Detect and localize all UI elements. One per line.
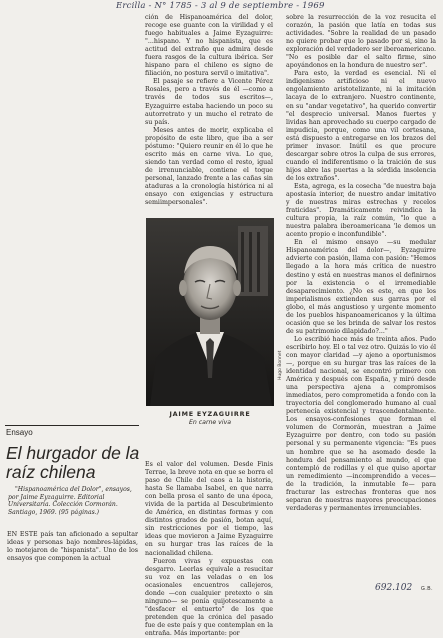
caption-subtitle: En carne viva	[188, 419, 232, 426]
paragraph: Fueron vivas y expuestas con desgarro. Leerlas equivale a resucitar su voz en las veladas o en los ocasionales encuentros callejeros, donde —con cualquier pretexto o sin ninguno— se ponía quijotescamente a "desfacer el entuerto" de los que pretenden que la crónica del pasado fue de este país y que contemplan en la entraña. Más importante: por	[145, 557, 273, 637]
paragraph: Para esto, la verdad es esencial. Ni el indigenismo artificioso ni el nuevo engolamiento aristotelizante, ni la imitación lacaya de lo extranjero. Nuestro continente, en su "andar vegetativo", ha querido convertir "el desprecio universal. Manos fuertes y lividas han aprovechado su cuerpo cargado de impudicia, porque, como una vil cortesana, está dispuesto a entregarse en los brazos del primer invasor. Inútil es que procure descargar sobre otros la culpa de sus errores, cuando el indiferentismo o la traición de sus hijos abre las puertas a la sórdida insolencia de los extraños".	[286, 70, 436, 182]
author-signature: G.B.	[421, 586, 434, 592]
middle-column-bottom	[145, 461, 273, 638]
paragraph: Meses antes de morir, explicaba el propósito de este libro, que iba a ser póstumo: "Quiero reunir en él lo que he escrito más en carne viva. Lo que, siendo tan verdad como el resto, igual de irrenunciable, contiene el toque personal, lanzado frente a las cañas sin ataduras a la cronología histórica ni al ensayo con exigencias y estructura semiimpersonales".	[145, 126, 273, 207]
paragraph: En el mismo ensayo —su medular Hispanoamérica del dolor—, Eyzaguirre advierte con pasión, llama con pasión: "Hemos llegado a la hora más crítica de nuestro destino y está en nuestras manos el definirnos por la existencia o el irremediable desaparecimiento. ¿No es este, en que los imperialismos extienden sus garras por el globo, el más angustioso y urgente momento de los pueblos hispanoamericanos y la última ocasión que se les brinda de salvar los restos de su patrimonio dilapidado?..."	[286, 239, 436, 335]
paragraph: EN ESTE país tan aficionado a sepultar ideas y personas bajo nombres-lápidas, lo motejaron de "hispanista". Uno de los ensayos que componen la actual	[7, 531, 138, 563]
middle-column-top	[145, 14, 273, 207]
paragraph: sobre la resurrección de la voz resucita el corazón, la pasión que latía en todas sus actividades. "Sobre la realidad de un pasado no quiere probar que lo pasado por si, sino la exploración del verdadero ser iberoamericano. "No es posible dar el salto firme, sino apoyándonos en la hondura de nuestro ser".	[286, 14, 436, 70]
portrait-image	[146, 218, 274, 406]
paragraph: ción de Hispanoamérica del dolor, recoge ese guante con la virilidad y el fuego habituales a Jaime Eyzaguirre: "...hispano. Y no hispanista, que es actitud del extraño que admira desde fuera rasgos de la cultura ibérica. Ser hispano para el chileno es signo de filiación, no postura servil o imitativa".	[145, 14, 273, 78]
handwritten-page-number: 692.102	[375, 583, 413, 593]
right-column	[286, 14, 436, 513]
paragraph: Lo escribió hace más de treinta años. Pudo escribirlo hoy. El o tal vez otro. Quizás lo vio él con mayor claridad —y ajeno a oportunismos—, porque en su hurgar tras las raíces de la identidad nacional, se encontró primero con América y después con España, y miró desde una perspectiva ajena a compromisos inmediatos, pero comprometida a fondo con la trayectoria del conglomerado humano al cual pertenecía existencial y trascendentalmente. Los ensayos-confesiones que forman el volumen de Cormorán, muestran a Jaime Eyzaguirre por dentro, con todo su pasión personal y su permanente vigencia: "Es pues un hombre que se ha asomado desde la hondura del pensamiento al mundo, el que contempló de rodillas y el que quiso aportar un remedimiento —incomprendido a veces— de la tradición, la inmutable fe— para fracturar las estrechas fronteras que nos separan de nuestras mayores preocupaciones verdaderas y permanentes irrenunciables.	[286, 335, 436, 512]
section-header	[5, 425, 139, 438]
bibliographic-reference: "Hispanoamérica del Dolor", ensayos, por Jaime Eyzaguirre. Editorial Universitaria. Colección Cormorán. Santiago, 1969. (95 páginas.)	[8, 486, 132, 516]
photo-caption	[146, 410, 274, 426]
portrait-photo	[146, 218, 274, 406]
section-label: Ensayo	[6, 428, 33, 437]
paragraph: Esta, agrega, es la cosecha "de nuestra baja apostasía interior, de nuestro andar imitativo y de nuestras miras estrechas y recelos fraticidas". Dramáticamente reivindica la cultura propia, la raíz común, "lo que a nuestra palabra iberoamericana 'le demos un acento propio e inconfundible".	[286, 182, 436, 239]
caption-name: JAIME EYZAGUIRRE	[169, 410, 251, 418]
paragraph: Es el valor del volumen. Desde Finis Terrae, la breve nota en que se borra el paso de Chile del caos a la historia, hasta Se llamaba Isabel, en que narra con bella prosa el santo de una época, vivida de la partida al Descubrimiento de América, en distintas formas y con distintos grados de pasión, botan aquí, sin restricciones por el tiempo, las ideas que movieron a Jaime Eyzaguirre en su hurgar tras las raíces de la nacionalidad chilena.	[145, 461, 273, 557]
photo-credit: Hugo Bonnet	[278, 350, 283, 380]
handwritten-note: Ercilla - N° 1785 - 3 al 9 de septiembre - 1969	[116, 1, 325, 11]
paragraph: El pasaje se refiere a Vicente Pérez Rosales, pero a través de él —como a través de todos sus escritos—, Eyzaguirre estaba haciendo un poco su autorretrato y un mucho el retrato de su país.	[145, 78, 273, 126]
article-headline: El hurgador de la raíz chilena	[6, 443, 140, 482]
left-column	[7, 531, 138, 563]
